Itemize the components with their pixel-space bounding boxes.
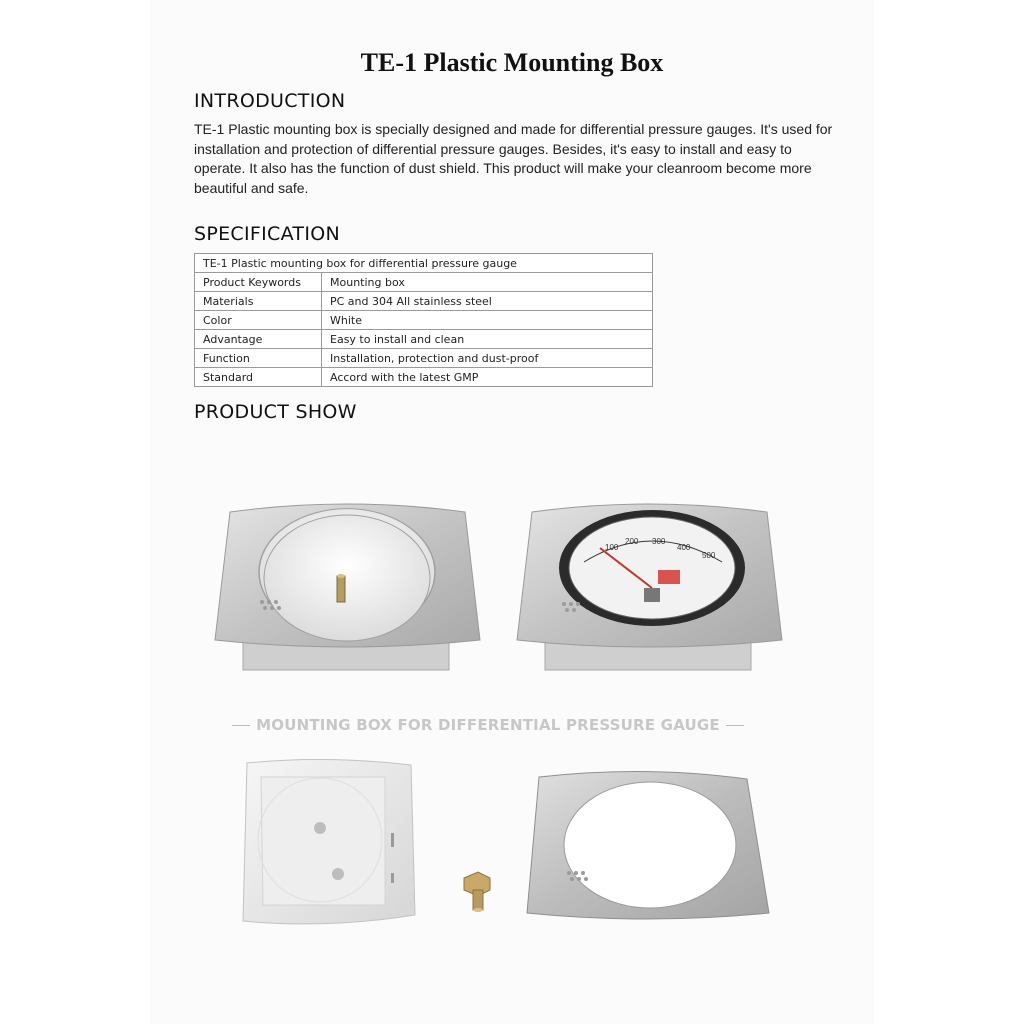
- table-row: [195, 292, 653, 311]
- spec-key: Materials: [195, 292, 322, 311]
- table-row: [195, 368, 653, 387]
- product-photo-brass-fitting: [458, 870, 498, 915]
- gauge-tick-label: 400: [677, 543, 691, 552]
- spec-key: Standard: [195, 368, 322, 387]
- spec-value: Accord with the latest GMP: [322, 368, 653, 387]
- spec-value: Installation, protection and dust-proof: [322, 349, 653, 368]
- table-header-cell: TE-1 Plastic mounting box for differential pressure gauge: [195, 254, 653, 273]
- spec-value: PC and 304 All stainless steel: [322, 292, 653, 311]
- gauge-tick-label: 100: [605, 543, 619, 552]
- gauge-tick-label: 200: [625, 537, 639, 546]
- spec-value: Mounting box: [322, 273, 653, 292]
- table-header-row: [195, 254, 653, 273]
- product-show-banner: [232, 714, 744, 736]
- product-photo-steel-plate: [525, 765, 775, 925]
- gauge-tick-label: 300: [652, 537, 666, 546]
- table-row: [195, 330, 653, 349]
- banner-divider: [726, 725, 744, 726]
- spec-key: Color: [195, 311, 322, 330]
- specification-table: [194, 253, 653, 387]
- document-title: TE-1 Plastic Mounting Box: [360, 48, 664, 77]
- spec-value: Easy to install and clean: [322, 330, 653, 349]
- table-row: [195, 349, 653, 368]
- spec-value: White: [322, 311, 653, 330]
- spec-key: Function: [195, 349, 322, 368]
- gauge-tick-label: 500: [702, 551, 716, 560]
- introduction-paragraph: TE-1 Plastic mounting box is specially designed and made for differential pressure gauges. It's used for installation and protection of differential pressure gauges. Besides, it's easy to install and easy to operate. It also has the function of dust shield. This product will make your cleanroom become more beautiful and safe.: [194, 121, 833, 196]
- product-show-heading: PRODUCT SHOW: [194, 401, 357, 423]
- banner-divider: [232, 725, 250, 726]
- product-photo-box-with-gauge: [512, 500, 787, 675]
- banner-label: MOUNTING BOX FOR DIFFERENTIAL PRESSURE GAUGE: [256, 716, 720, 734]
- product-photo-empty-box: [210, 500, 485, 675]
- spec-key: Product Keywords: [195, 273, 322, 292]
- table-row: [195, 273, 653, 292]
- introduction-heading: INTRODUCTION: [194, 90, 346, 112]
- product-photo-plastic-box: [235, 755, 420, 935]
- table-row: [195, 311, 653, 330]
- spec-key: Advantage: [195, 330, 322, 349]
- specification-heading: SPECIFICATION: [194, 223, 340, 245]
